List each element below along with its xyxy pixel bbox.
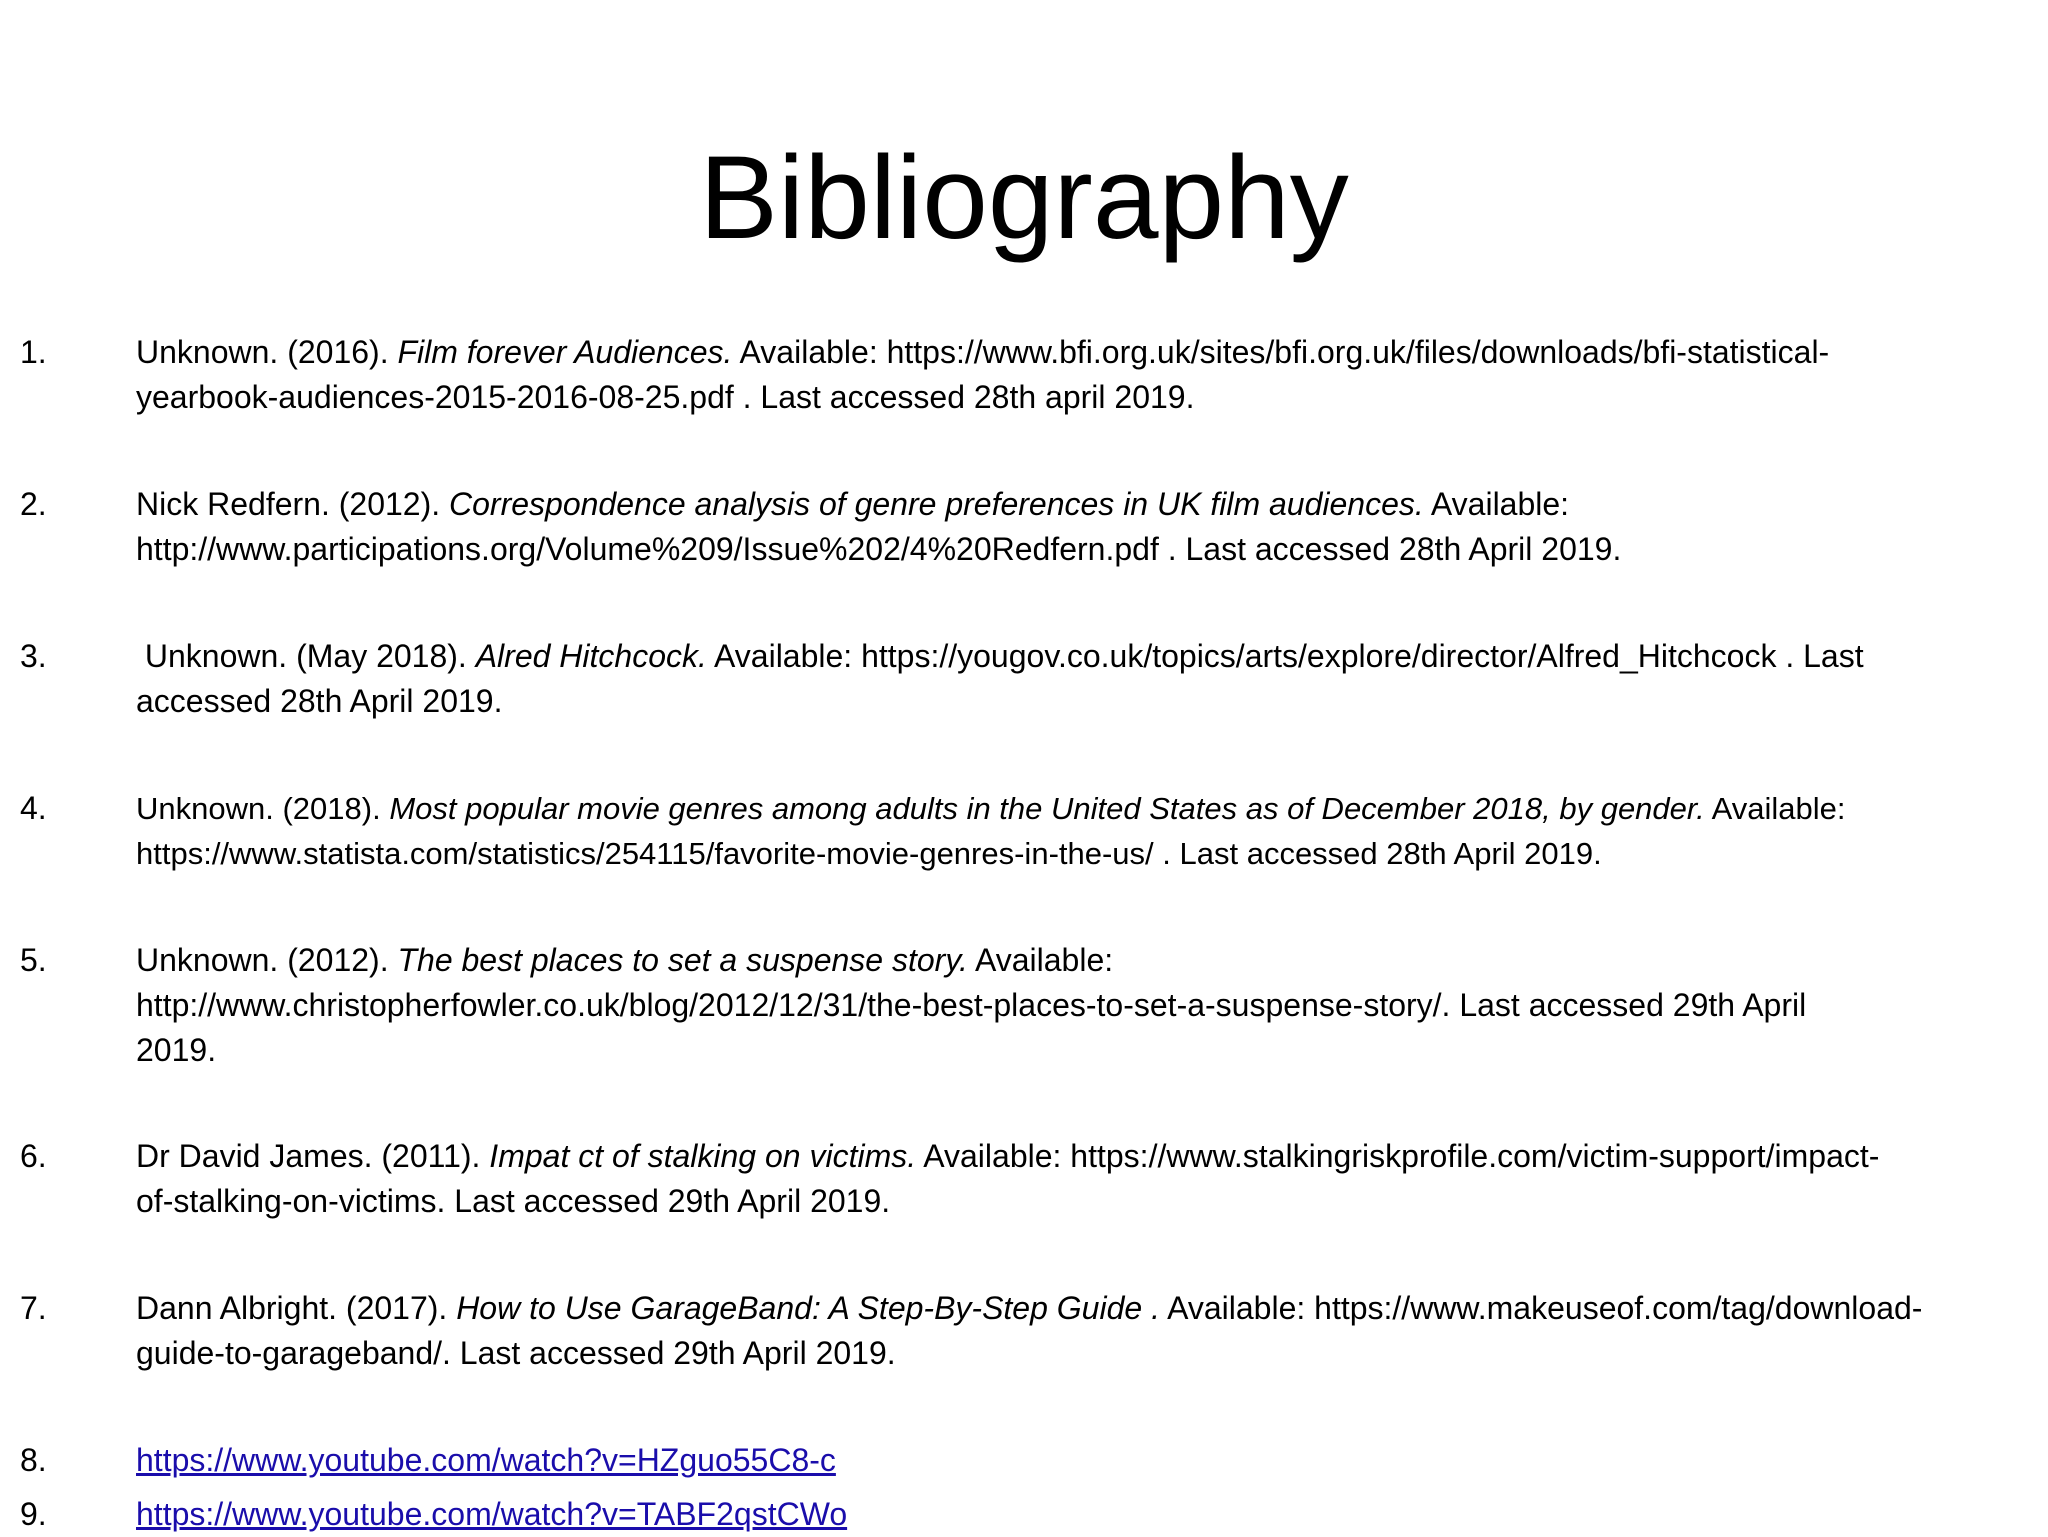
reference-number: 9. xyxy=(20,1496,47,1532)
reference-number: 7. xyxy=(20,1290,47,1326)
reference-text xyxy=(136,482,2036,572)
reference-title: How to Use GarageBand: A Step-By-Step Guide . xyxy=(456,1290,1160,1326)
reference-continuation: http://www.participations.org/Volume%209/Issue%202/4%20Redfern.pdf . Last accessed 28th April 2019. xyxy=(136,531,1622,567)
reference-continuation: of-stalking-on-victims. Last accessed 29th April 2019. xyxy=(136,1183,891,1219)
reference-availability: Available: xyxy=(1704,791,1846,826)
reference-author-year: Nick Redfern. (2012). xyxy=(136,486,450,522)
reference-text xyxy=(136,1492,2036,1537)
reference-continuation: 2019. xyxy=(136,1032,217,1068)
reference-continuation: http://www.christopherfowler.co.uk/blog/2012/12/31/the-best-places-to-set-a-suspense-story/. Last accessed 29th April xyxy=(136,987,1807,1023)
reference-text xyxy=(136,938,2036,1073)
reference-continuation: yearbook-audiences-2015-2016-08-25.pdf . Last accessed 28th april 2019. xyxy=(136,379,1195,415)
reference-title: Film forever Audiences. xyxy=(397,334,733,370)
reference-continuation: accessed 28th April 2019. xyxy=(136,683,503,719)
reference-title: Alred Hitchcock. xyxy=(475,638,707,674)
reference-availability: Available: https://www.stalkingriskprofile.com/victim-support/impact- xyxy=(916,1138,1880,1174)
reference-number: 2. xyxy=(20,486,47,522)
reference-title: The best places to set a suspense story. xyxy=(397,942,968,978)
reference-title: Most popular movie genres among adults in the United States as of December 2018, by gender. xyxy=(389,791,1705,826)
reference-continuation: https://www.statista.com/statistics/254115/favorite-movie-genres-in-the-us/ . Last accessed 28th April 2019. xyxy=(136,836,1602,871)
reference-title: Correspondence analysis of genre preferences in UK film audiences. xyxy=(449,486,1424,522)
reference-text xyxy=(136,330,2036,420)
reference-availability: Available: https://www.makeuseof.com/tag/download- xyxy=(1159,1290,1923,1326)
reference-number: 4. xyxy=(20,790,47,826)
reference-text xyxy=(136,1286,2036,1376)
reference-number: 1. xyxy=(20,334,47,370)
reference-text xyxy=(136,786,2036,876)
reference-continuation: guide-to-garageband/. Last accessed 29th April 2019. xyxy=(136,1335,896,1371)
reference-author-year: Dr David James. (2011). xyxy=(136,1138,490,1174)
reference-availability: Available: https://www.bfi.org.uk/sites/bfi.org.uk/files/downloads/bfi-statistical- xyxy=(732,334,1830,370)
reference-author-year: Unknown. (2018). xyxy=(136,791,390,826)
reference-number: 3. xyxy=(20,638,47,674)
page-title: Bibliography xyxy=(699,132,1349,264)
reference-author-year: Unknown. (2016). xyxy=(136,334,398,370)
reference-number: 8. xyxy=(20,1442,47,1478)
reference-text xyxy=(136,1134,2036,1224)
youtube-link[interactable]: https://www.youtube.com/watch?v=HZguo55C8-c xyxy=(136,1442,836,1478)
reference-number: 5. xyxy=(20,942,47,978)
reference-availability: Available: xyxy=(1423,486,1570,522)
reference-availability: Available: xyxy=(967,942,1114,978)
reference-text xyxy=(136,1438,2036,1483)
reference-title: Impat ct of stalking on victims. xyxy=(489,1138,917,1174)
youtube-link[interactable]: https://www.youtube.com/watch?v=TABF2qstCWo xyxy=(136,1496,848,1532)
reference-author-year: Unknown. (2012). xyxy=(136,942,398,978)
reference-author-year: Unknown. (May 2018). xyxy=(136,638,476,674)
reference-author-year: Dann Albright. (2017). xyxy=(136,1290,457,1326)
reference-text xyxy=(136,634,2036,724)
reference-availability: Available: https://yougov.co.uk/topics/arts/explore/director/Alfred_Hitchcock . Last xyxy=(706,638,1864,674)
reference-number: 6. xyxy=(20,1138,47,1174)
